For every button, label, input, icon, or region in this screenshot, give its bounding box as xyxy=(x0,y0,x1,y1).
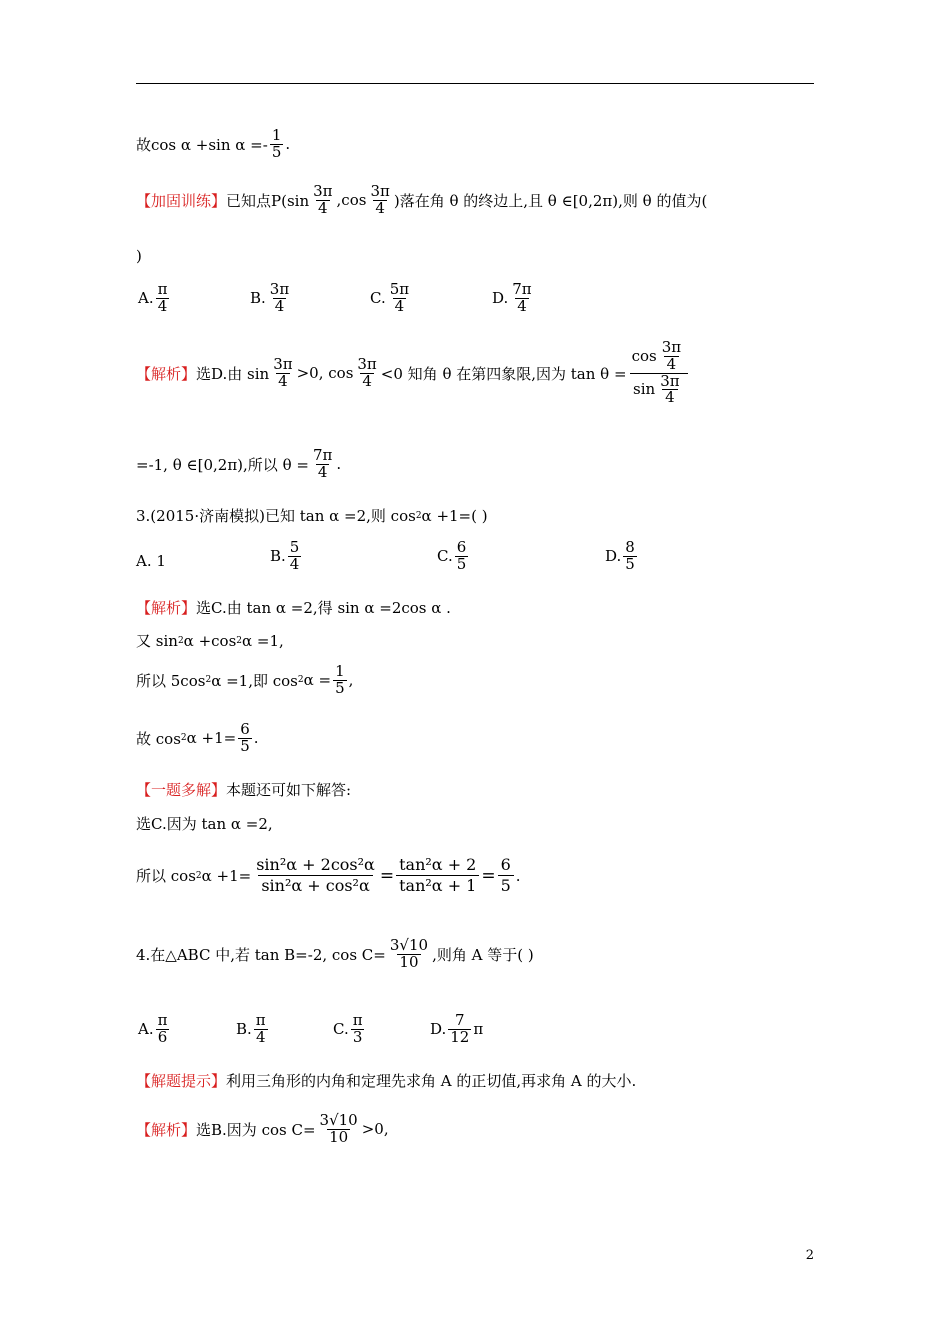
numerator: π xyxy=(352,1011,363,1029)
option-label: B. xyxy=(250,289,266,308)
text: . xyxy=(515,866,521,885)
question-4 xyxy=(136,938,534,971)
section-tag: 【解析】 xyxy=(136,1120,197,1139)
denominator: 4 xyxy=(394,296,405,315)
line-xuan xyxy=(136,813,273,834)
fraction xyxy=(455,540,469,573)
text: ,则角 A 等于( ) xyxy=(432,945,534,964)
numerator: 3π xyxy=(370,182,390,200)
section-tag: 【解析】 xyxy=(136,364,197,383)
superscript: 2 xyxy=(236,635,243,646)
superscript: 2 xyxy=(180,733,187,744)
text: cos xyxy=(631,346,657,365)
numerator: 7π xyxy=(312,446,333,464)
numerator: tan²α + 2 xyxy=(399,855,477,874)
reinforce-question xyxy=(136,184,707,217)
denominator: 5 xyxy=(625,554,635,573)
option-label: B. xyxy=(270,547,286,566)
text: 已知点P(sin xyxy=(226,191,310,210)
text: 选C.由 tan α =2,得 sin α =2cos α . xyxy=(196,599,451,617)
option-c xyxy=(333,1013,367,1046)
option-label: D. xyxy=(492,289,509,308)
fraction xyxy=(254,1013,268,1046)
numerator: 3π xyxy=(357,354,377,373)
hint xyxy=(136,1070,636,1091)
option-d xyxy=(605,540,639,573)
text: α = xyxy=(303,671,332,690)
text: 选C.因为 tan α =2, xyxy=(136,815,273,833)
text: α =1, xyxy=(242,631,284,650)
numerator: sin²α + 2cos²α xyxy=(256,855,375,874)
header-rule xyxy=(136,83,814,84)
analysis-1 xyxy=(136,340,691,406)
numerator xyxy=(629,340,690,373)
denominator: 4 xyxy=(289,554,300,573)
denominator: 4 xyxy=(255,1027,266,1046)
superscript: 2 xyxy=(205,675,212,686)
text: π xyxy=(473,1020,484,1039)
line-suoyi xyxy=(136,664,353,697)
denominator: 12 xyxy=(450,1027,470,1046)
multi-solution xyxy=(136,779,351,800)
denominator: 3 xyxy=(352,1027,363,1046)
denominator: 4 xyxy=(662,389,678,406)
numerator: π xyxy=(255,1011,266,1029)
text: α +1=( ) xyxy=(421,506,488,525)
text: 所以 5cos xyxy=(136,671,206,690)
denominator: 4 xyxy=(375,198,385,217)
superscript: 2 xyxy=(177,635,184,646)
numerator: π xyxy=(157,1011,168,1029)
denominator: 4 xyxy=(278,371,288,390)
text: α +1= xyxy=(186,729,237,748)
denominator: 4 xyxy=(362,371,372,390)
text: ) xyxy=(136,247,142,265)
section-tag: 【解析】 xyxy=(136,599,197,617)
denominator xyxy=(630,373,688,407)
option-label: B. xyxy=(236,1020,252,1039)
text: α =1,即 cos xyxy=(211,671,298,690)
numerator: 1 xyxy=(271,126,282,144)
analysis-3 xyxy=(136,597,451,618)
fraction xyxy=(510,282,533,315)
numerator: 3√10 xyxy=(389,936,429,954)
text: 又 sin xyxy=(136,632,178,650)
text: . xyxy=(253,729,259,748)
denominator: 5 xyxy=(498,875,514,896)
denominator: tan²α + 1 xyxy=(396,875,479,896)
numerator: 7π xyxy=(512,280,532,298)
numerator: 6 xyxy=(500,855,511,874)
option-label: A. xyxy=(138,1020,154,1039)
option-label: C. xyxy=(370,289,386,308)
fraction xyxy=(333,664,347,697)
analysis-4 xyxy=(136,1113,389,1146)
option-label: D. xyxy=(430,1020,447,1039)
denominator: 4 xyxy=(318,198,328,217)
fraction xyxy=(657,371,682,407)
text: ,cos xyxy=(336,191,367,210)
option-b xyxy=(250,282,293,315)
fraction xyxy=(318,1113,360,1146)
fraction xyxy=(498,855,514,896)
denominator: 4 xyxy=(157,296,168,315)
reinforce-question-cont xyxy=(136,247,142,265)
numerator: 1 xyxy=(335,662,345,680)
fraction xyxy=(271,354,294,390)
option-b xyxy=(270,540,303,573)
analysis-1-cont xyxy=(136,448,341,481)
option-d xyxy=(430,1013,483,1046)
numerator: 3π xyxy=(269,280,290,298)
fraction xyxy=(388,938,430,971)
text: sin xyxy=(633,380,656,399)
section-tag: 【加固训练】 xyxy=(136,191,227,210)
superscript: 2 xyxy=(415,510,422,521)
superscript: 2 xyxy=(195,870,202,881)
denominator: 6 xyxy=(157,1027,168,1046)
option-label: D. xyxy=(605,547,622,566)
fraction xyxy=(288,540,302,573)
denominator: 4 xyxy=(517,296,527,315)
compound-fraction xyxy=(629,340,690,406)
option-label: C. xyxy=(437,547,453,566)
option-c xyxy=(437,540,470,573)
fraction xyxy=(623,540,637,573)
numerator: 3π xyxy=(661,338,682,356)
numerator: 3π xyxy=(273,354,293,373)
numerator: 3π xyxy=(313,182,333,200)
text: 选D.由 sin xyxy=(196,364,270,383)
numerator: 7 xyxy=(455,1011,465,1029)
denominator: 4 xyxy=(317,462,328,481)
fraction xyxy=(238,722,252,755)
fraction xyxy=(311,184,334,217)
line-gu xyxy=(136,722,259,755)
fraction xyxy=(448,1013,471,1046)
question-3 xyxy=(136,505,488,526)
text: 选B.因为 cos C= xyxy=(196,1120,316,1139)
text: =-1, θ ∈[0,2π),所以 θ = xyxy=(136,455,309,474)
fraction xyxy=(355,354,378,390)
text: 本题还可如下解答: xyxy=(226,781,352,799)
option-d xyxy=(492,282,536,315)
fraction xyxy=(351,1013,365,1046)
numerator: 6 xyxy=(456,538,467,556)
numerator: 3√10 xyxy=(319,1111,358,1129)
fraction xyxy=(268,282,291,315)
denominator: 4 xyxy=(274,296,285,315)
text: 利用三角形的内角和定理先求角 A 的正切值,再求角 A 的大小. xyxy=(226,1072,637,1090)
fraction xyxy=(659,340,684,373)
text: >0, xyxy=(361,1120,389,1139)
section-tag: 【一题多解】 xyxy=(136,781,227,799)
text: 故 cos xyxy=(136,729,181,748)
fraction xyxy=(253,855,378,896)
option-c xyxy=(370,282,413,315)
fraction xyxy=(311,448,334,481)
text: 故cos α +sin α =- xyxy=(136,135,268,154)
denominator: 5 xyxy=(335,678,345,697)
text: 所以 cos xyxy=(136,867,196,885)
line-you xyxy=(136,630,284,651)
text: . xyxy=(336,455,342,474)
fraction xyxy=(156,282,170,315)
superscript: 2 xyxy=(297,675,304,686)
page-number: 2 xyxy=(805,1248,814,1263)
option-a xyxy=(138,1013,171,1046)
option-label: A. xyxy=(138,289,154,308)
option-label: C. xyxy=(333,1020,349,1039)
numerator: 6 xyxy=(240,720,250,738)
numerator: π xyxy=(157,280,168,298)
denominator: 4 xyxy=(664,356,680,373)
fraction xyxy=(368,184,391,217)
denominator: 5 xyxy=(271,142,282,161)
fraction xyxy=(388,282,411,315)
fraction xyxy=(270,128,284,161)
line-suoyi-2 xyxy=(136,855,521,896)
option-a xyxy=(138,282,171,315)
text: )落在角 θ 的终边上,且 θ ∈[0,2π),则 θ 的值为( xyxy=(393,191,708,210)
text: 3.(2015·济南模拟)已知 tan α =2,则 cos xyxy=(136,507,416,525)
numerator: 5 xyxy=(289,538,300,556)
equals: = xyxy=(379,865,395,886)
section-tag: 【解题提示】 xyxy=(136,1072,227,1090)
text: <0 知角 θ 在第四象限,因为 tan θ = xyxy=(380,364,627,383)
denominator: 5 xyxy=(240,736,250,755)
option-a xyxy=(136,540,166,582)
text: >0, cos xyxy=(296,364,354,382)
line-cos-sin xyxy=(136,128,290,161)
denominator: 5 xyxy=(456,554,467,573)
option-b xyxy=(236,1013,270,1046)
denominator: 10 xyxy=(329,1127,349,1146)
option-label: A. 1 xyxy=(136,552,166,570)
denominator: 10 xyxy=(399,952,419,971)
fraction xyxy=(156,1013,170,1046)
text: α +cos xyxy=(183,631,237,650)
text: 4.在△ABC 中,若 tan B=-2, cos C= xyxy=(136,945,386,964)
numerator: 3π xyxy=(660,371,680,390)
equals: = xyxy=(481,865,496,886)
numerator: 8 xyxy=(625,538,635,556)
fraction xyxy=(396,855,479,896)
denominator: sin²α + cos²α xyxy=(258,875,372,896)
text: . xyxy=(285,135,291,154)
text: , xyxy=(348,671,354,690)
numerator: 5π xyxy=(389,280,410,298)
text: α +1= xyxy=(201,866,252,885)
